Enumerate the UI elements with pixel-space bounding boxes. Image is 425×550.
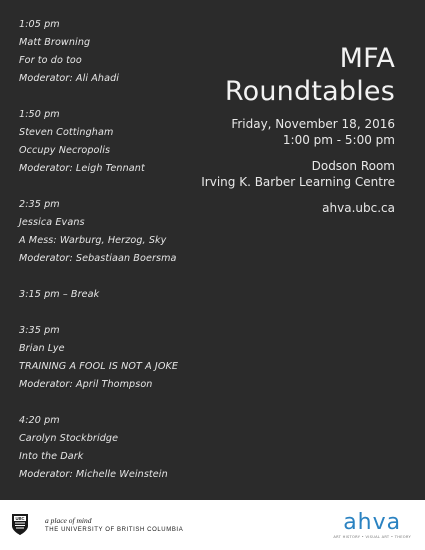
talk-title: For to do too xyxy=(19,55,82,66)
schedule-list xyxy=(19,16,219,484)
presenter-name: Carolyn Stockbridge xyxy=(19,433,119,444)
session-time: 1:05 pm xyxy=(19,19,60,30)
talk-title: Occupy Necropolis xyxy=(19,145,111,156)
moderator: Moderator: Michelle Weinstein xyxy=(19,469,168,480)
ahva-logo xyxy=(333,512,411,540)
event-date: Friday, November 18, 2016 xyxy=(231,117,395,131)
ubc-name: THE UNIVERSITY OF BRITISH COLUMBIA xyxy=(45,527,184,533)
schedule-block-4 xyxy=(19,322,219,394)
event-building: Irving K. Barber Learning Centre xyxy=(201,175,395,189)
session-time: 4:20 pm xyxy=(19,415,60,426)
schedule-block-2 xyxy=(19,106,219,178)
session-time: 3:35 pm xyxy=(19,325,60,336)
moderator: Moderator: April Thompson xyxy=(19,379,153,390)
event-hours: 1:00 pm - 5:00 pm xyxy=(282,133,395,147)
ubc-crest-icon xyxy=(12,514,28,535)
ubc-wordmark xyxy=(45,516,183,535)
talk-title: TRAINING A FOOL IS NOT A JOKE xyxy=(19,361,179,372)
presenter-name: Jessica Evans xyxy=(19,217,85,228)
event-room: Dodson Room xyxy=(311,159,395,173)
presenter-name: Brian Lye xyxy=(19,343,65,354)
presenter-name: Steven Cottingham xyxy=(19,127,114,138)
ahva-tagline: ART HISTORY • VISUAL ART • THEORY xyxy=(333,535,411,539)
break-time: 3:15 pm – Break xyxy=(19,289,100,300)
schedule-block-5 xyxy=(19,412,219,484)
event-website: ahva.ubc.ca xyxy=(322,201,395,215)
svg-text:UBC: UBC xyxy=(15,516,25,522)
session-time: 2:35 pm xyxy=(19,199,60,210)
schedule-block-3 xyxy=(19,196,219,268)
event-details xyxy=(201,42,395,216)
moderator: Moderator: Ali Ahadi xyxy=(19,73,120,84)
ahva-wordmark: ahva xyxy=(343,510,402,535)
event-title-line1: MFA xyxy=(339,43,395,74)
schedule-break xyxy=(19,286,219,304)
talk-title: A Mess: Warburg, Herzog, Sky xyxy=(19,235,167,246)
presenter-name: Matt Browning xyxy=(19,37,91,48)
ubc-tagline: a place of mind xyxy=(45,516,92,525)
talk-title: Into the Dark xyxy=(19,451,84,462)
event-title-line2: Roundtables xyxy=(224,76,395,107)
session-time: 1:50 pm xyxy=(19,109,60,120)
moderator: Moderator: Leigh Tennant xyxy=(19,163,145,174)
schedule-block-1 xyxy=(19,16,219,88)
moderator: Moderator: Sebastiaan Boersma xyxy=(19,253,177,264)
